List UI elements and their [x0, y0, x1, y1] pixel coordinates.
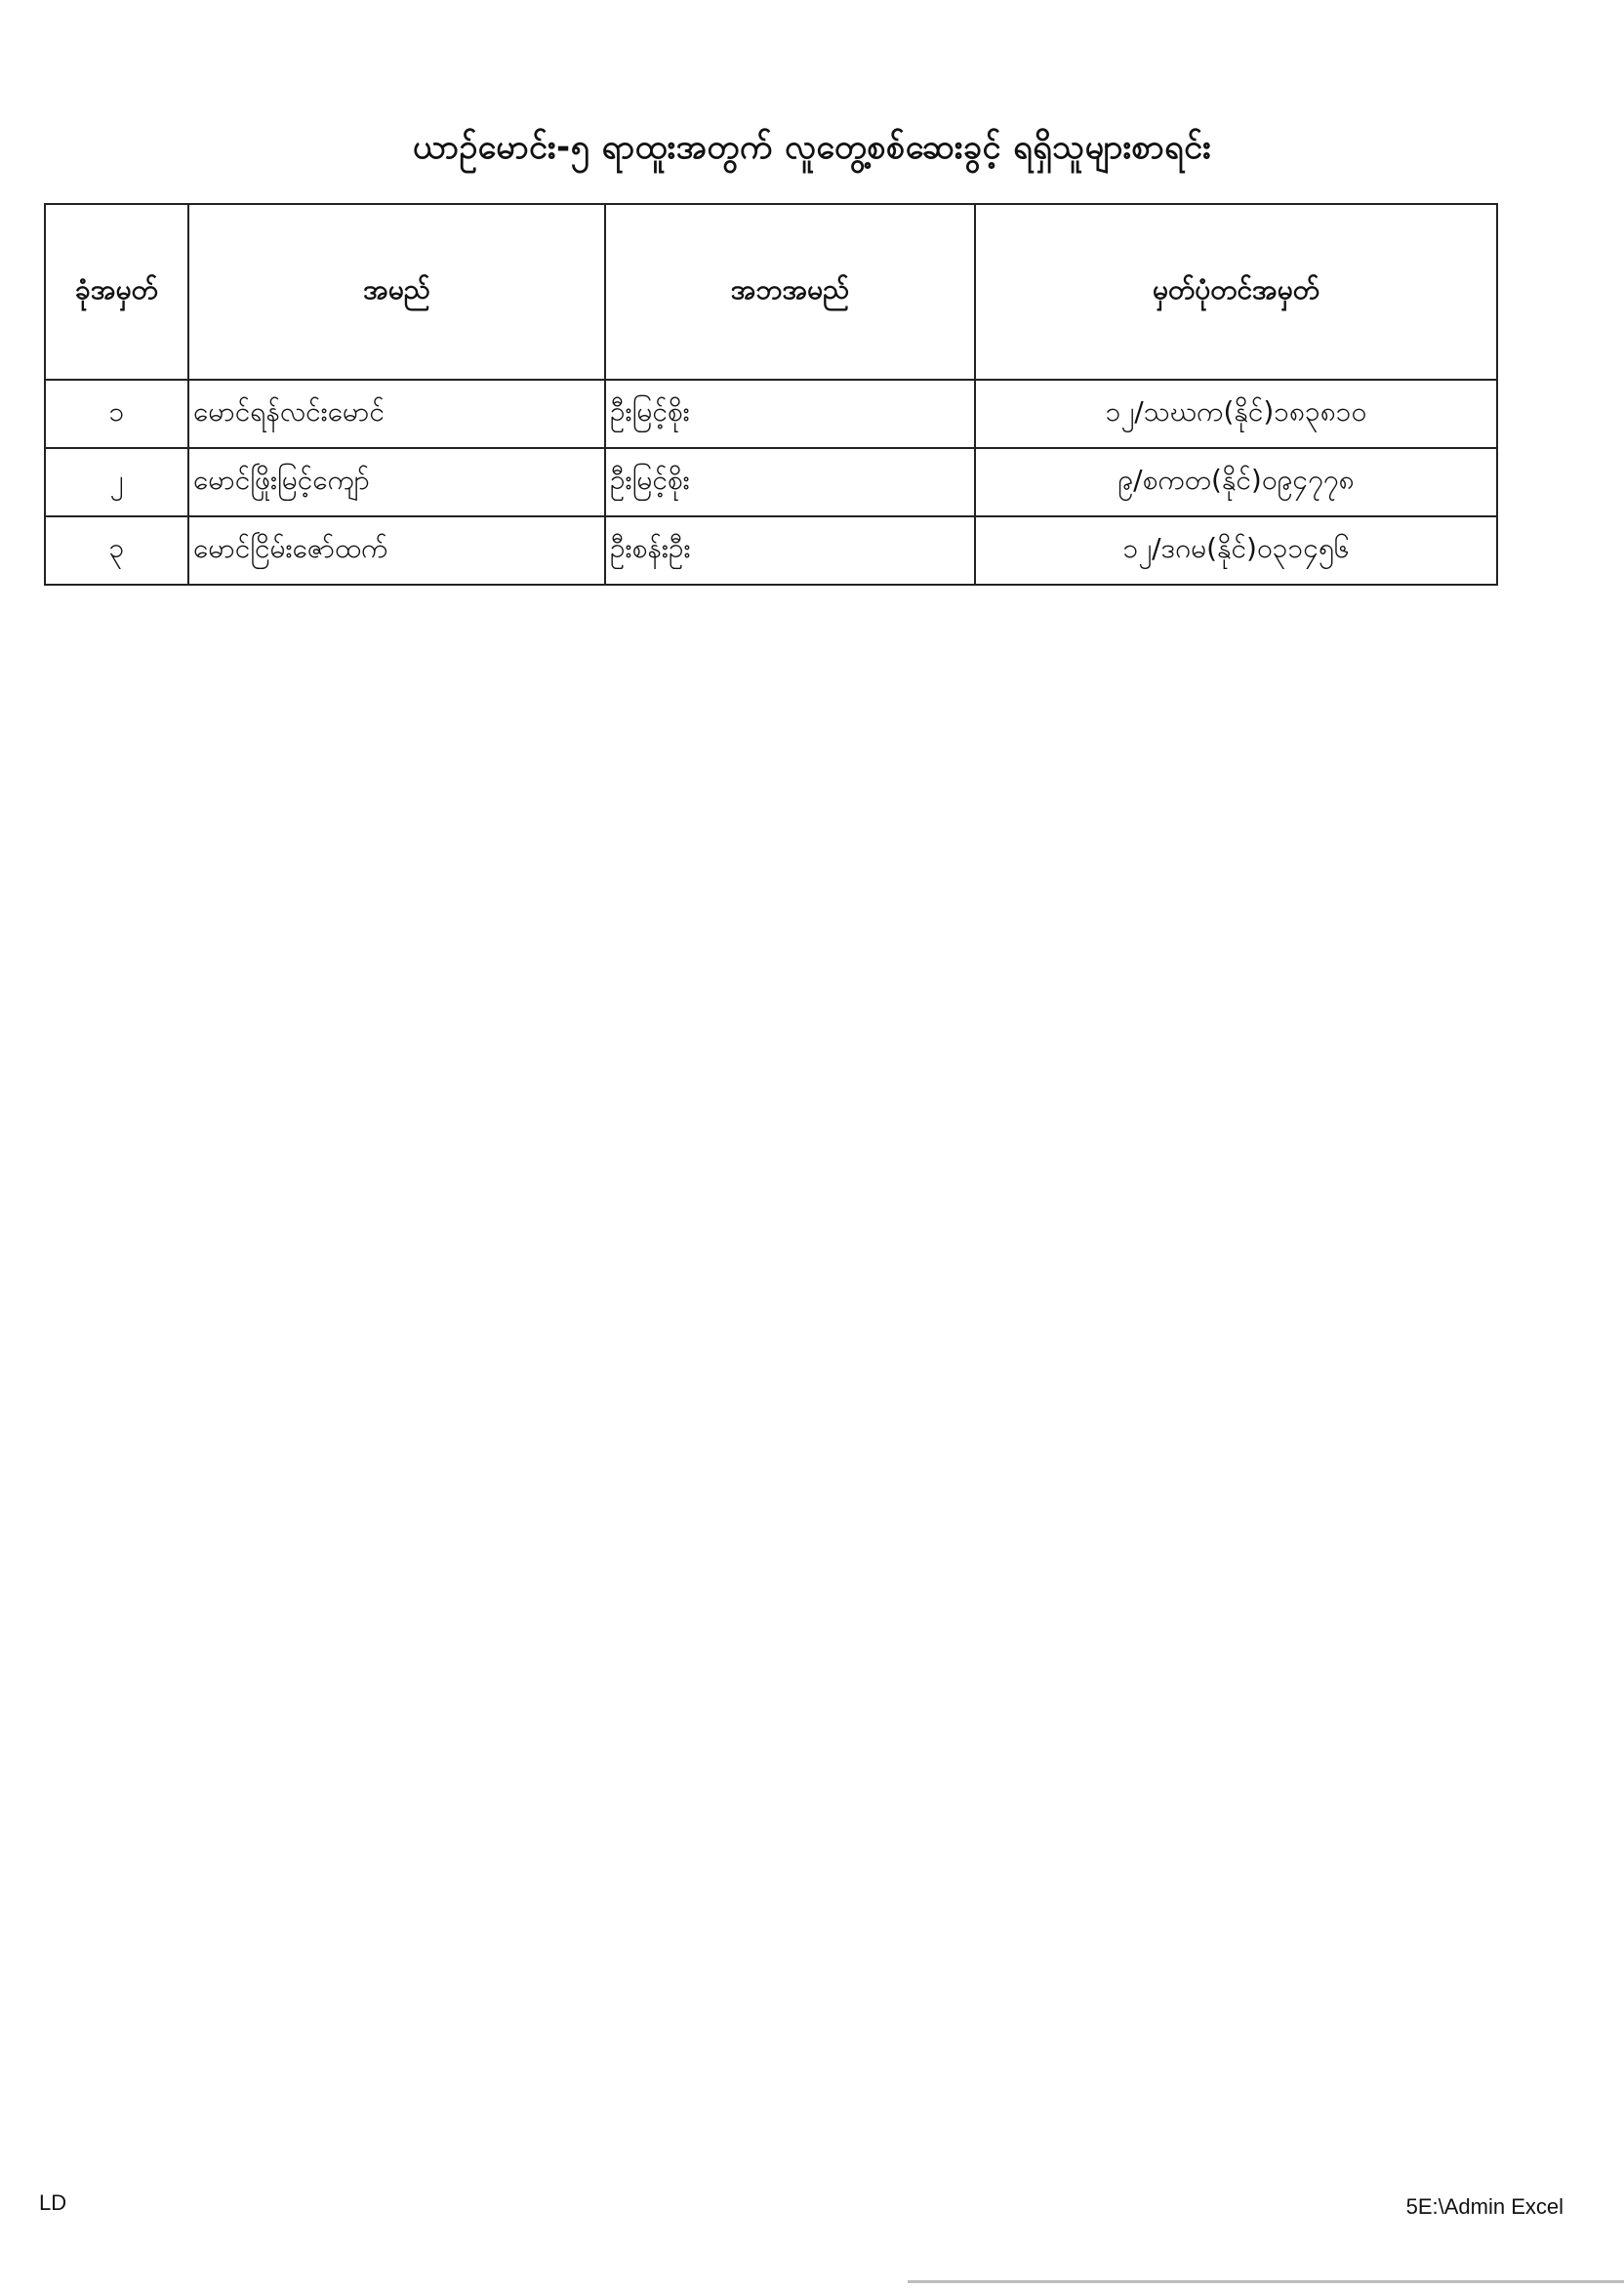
- cell-father-name: ဦးစန်းဦး: [605, 516, 975, 585]
- table-row: [45, 448, 1497, 516]
- cell-nrc-number: ၉/စကတ(နိုင်)၀၉၄၇၇၈: [975, 448, 1497, 516]
- cell-name: မောင်ရန်လင်းမောင်: [188, 380, 605, 448]
- table-row: [45, 516, 1497, 585]
- candidate-table: [44, 203, 1498, 586]
- cell-father-name: ဦးမြင့်စိုး: [605, 380, 975, 448]
- cell-father-name: ဦးမြင့်စိုး: [605, 448, 975, 516]
- cell-nrc-number: ၁၂/သဃက(နိုင်)၁၈၃၈၁၀: [975, 380, 1497, 448]
- cell-seat-number: ၁: [45, 380, 188, 448]
- cell-seat-number: ၂: [45, 448, 188, 516]
- cell-seat-number: ၃: [45, 516, 188, 585]
- header-name: အမည်: [188, 204, 605, 380]
- table-row: [45, 380, 1497, 448]
- cell-nrc-number: ၁၂/ဒဂမ(နိုင်)၀၃၁၄၅၆: [975, 516, 1497, 585]
- table-header-row: [45, 204, 1497, 380]
- document-title: ယာဉ်မောင်း-၅ ရာထူးအတွက် လူတွေ့စစ်ဆေးခွင့် ရရှိသူများစာရင်း: [412, 128, 1212, 167]
- footer-file-path: 5E:\Admin Excel: [1405, 2194, 1563, 2219]
- cell-name: မောင်ဖြိုးမြင့်ကျော်: [188, 448, 605, 516]
- header-father-name: အဘအမည်: [605, 204, 975, 380]
- header-seat-number: ခုံအမှတ်: [45, 204, 188, 380]
- header-nrc-number: မှတ်ပုံတင်အမှတ်: [975, 204, 1497, 380]
- scan-edge-line: [908, 2280, 1624, 2283]
- footer-initials: LD: [39, 2190, 67, 2215]
- cell-name: မောင်ငြိမ်းဇော်ထက်: [188, 516, 605, 585]
